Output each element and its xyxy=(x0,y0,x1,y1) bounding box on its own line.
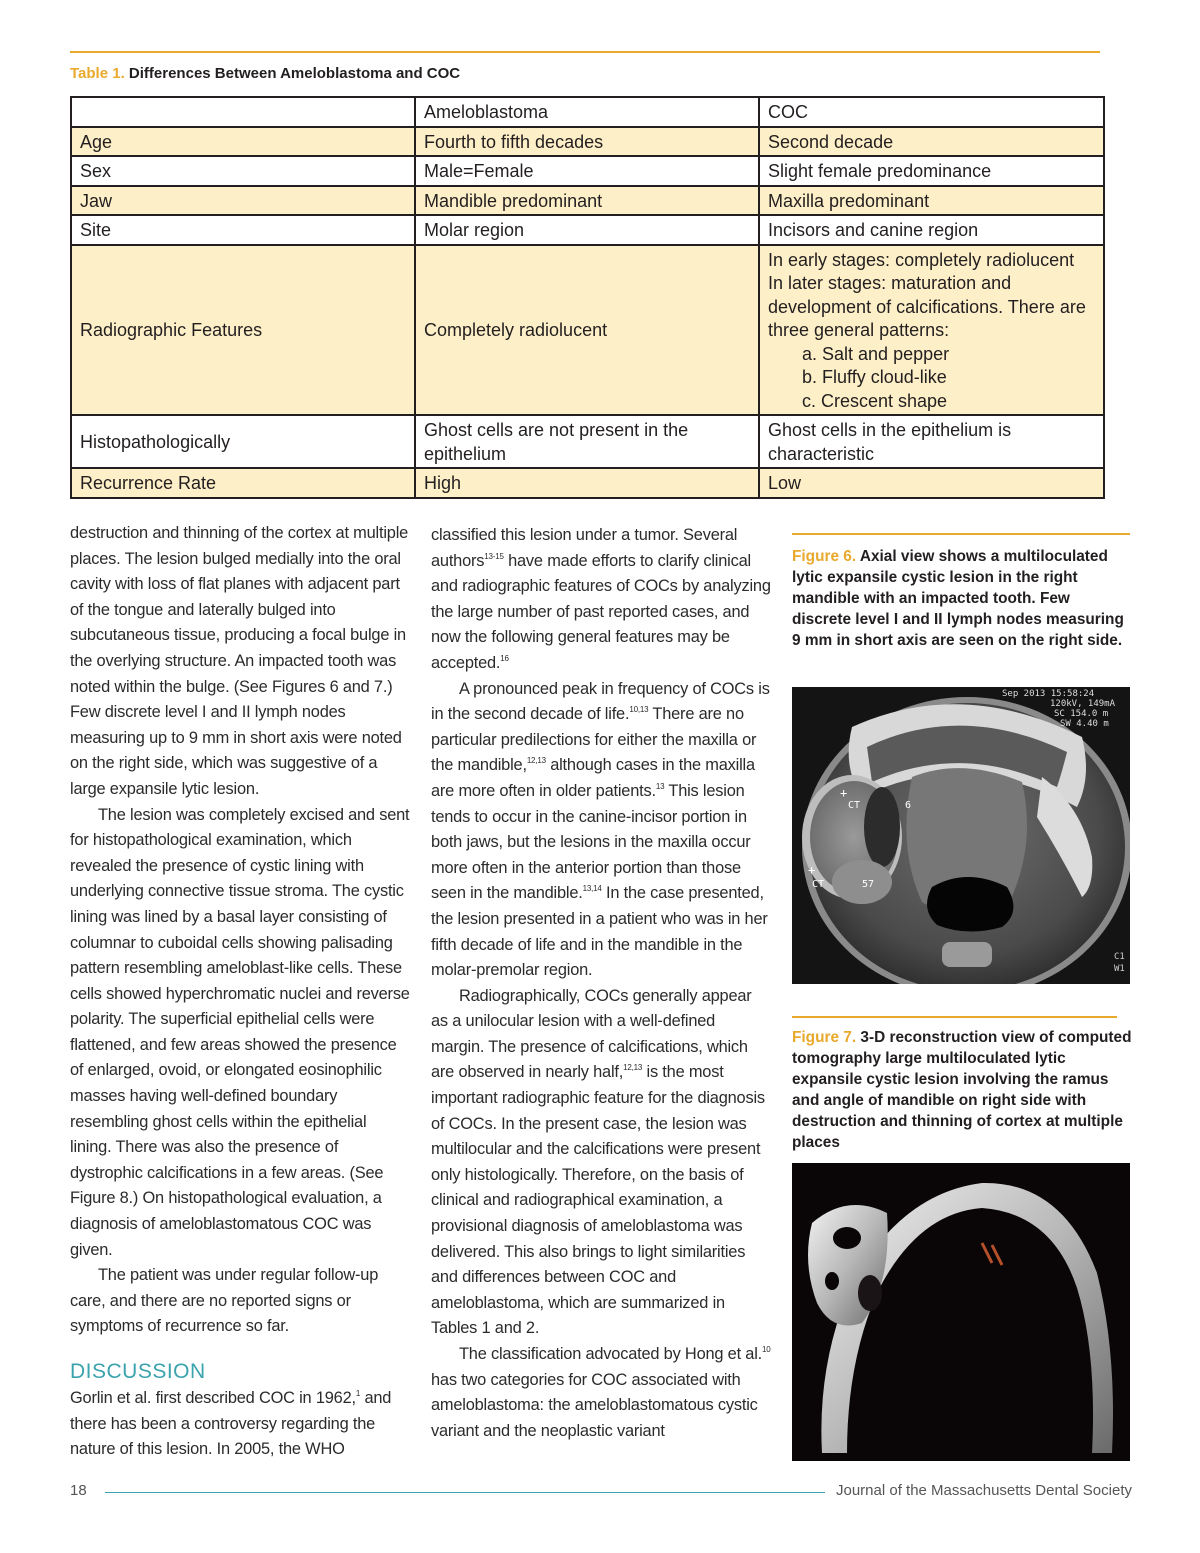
text-run: There are no particular predilections for either the maxilla or the mandible, xyxy=(431,705,757,775)
ct-marker-2-value: 57 xyxy=(862,879,875,890)
citation: 1 xyxy=(355,1389,361,1398)
text-column-1 xyxy=(70,521,410,1463)
text-run: The classification advocated by Hong et al. xyxy=(459,1345,762,1363)
row-feature: Histopathologically xyxy=(71,415,415,468)
header-ameloblastoma: Ameloblastoma xyxy=(415,97,759,127)
citation: 10,13 xyxy=(629,705,649,715)
ct-marker-1: CT xyxy=(848,800,861,811)
airway xyxy=(927,877,1013,932)
row-feature: Age xyxy=(71,127,415,157)
row-ameloblastoma: Molar region xyxy=(415,215,759,245)
row-coc: Maxilla predominant xyxy=(759,186,1104,216)
table-row xyxy=(71,127,1104,157)
ct-overlay-date: Sep 2013 15:58:24 xyxy=(1002,689,1095,699)
row-ameloblastoma: Male=Female xyxy=(415,156,759,186)
citation: 10 xyxy=(762,1345,771,1354)
citation: 13 xyxy=(655,781,665,791)
ct-3d-reconstruction-image xyxy=(792,1163,1130,1461)
figure-7-caption-text: 3-D reconstruction view of computed tomography large multiloculated lytic expansile cystic lesion involving the ramus and angle of mandible on right side with destruction and thinning of cortex at multiple places xyxy=(792,1029,1132,1151)
row-ameloblastoma: High xyxy=(415,468,759,498)
table-row xyxy=(71,215,1104,245)
coc-list-item: c. Crescent shape xyxy=(802,390,948,411)
paragraph xyxy=(431,984,771,1342)
cortex-defect xyxy=(858,1275,882,1311)
figure-7-rule xyxy=(792,1016,1117,1018)
row-ameloblastoma: Completely radiolucent xyxy=(415,245,759,416)
table-caption xyxy=(70,65,460,82)
row-feature: Site xyxy=(71,215,415,245)
ct-overlay-sc: SC 154.0 m xyxy=(1054,709,1109,719)
paragraph: The patient was under regular follow-up care, and there are no reported signs or symptoms of recurrence so far. xyxy=(70,1266,379,1336)
ct-marker-2: CT xyxy=(812,879,825,890)
page-number: 18 xyxy=(70,1482,87,1499)
citation: 13-15 xyxy=(484,551,504,561)
paragraph: The lesion was completely excised and sent for histopathological examination, which revealed the presence of cystic lining with underlying connective tissue stroma. The cystic lining was lined by a basal layer consisting of columnar to cuboidal cells showing palisading pattern resembling ameloblast-like cells. These cells showed hyperchromatic nuclei and reverse polarity. The superficial epithelial cells were flattened, and few areas showed the presence of enlarged, ovoid, or elongated eosinophilic masses having well-defined boundary resembling ghost cells within the epithelial lining. There was also the presence of dystrophic calcifications in a few areas. (See Figure 8.) On histopathological evaluation, a diagnosis of ameloblastomatous COC was given. xyxy=(70,805,410,1259)
text-column-2 xyxy=(431,523,771,1444)
ct-overlay-sw: SW 4.40 m xyxy=(1060,719,1109,729)
figure-6-caption-text: Axial view shows a multiloculated lytic expansile cystic lesion in the right mandible with an impacted tooth. Few discrete level I and II lymph nodes measuring 9 mm in short axis are seen on the right side. xyxy=(792,548,1124,649)
table-row xyxy=(71,415,1104,468)
comparison-table xyxy=(70,96,1105,499)
paragraph: destruction and thinning of the cortex at multiple places. The lesion bulged medially into the oral cavity with loss of flat planes with adjacent part of the tongue and laterally bulged into subcutaneous tissue, producing a focal bulge in the overlying structure. An impacted tooth was noted within the bulge. (See Figures 6 and 7.) Few discrete level I and II lymph nodes measuring up to 9 mm in short axis were noted on the right side, which was suggestive of a large expansile lytic lesion. xyxy=(70,524,409,798)
row-feature: Sex xyxy=(71,156,415,186)
coc-line: In later stages: maturation and development of calcifications. There are three general patterns: xyxy=(768,273,1086,340)
row-feature: Recurrence Rate xyxy=(71,468,415,498)
text-run: although cases in the maxilla are more often in older patients. xyxy=(431,756,755,800)
ct-overlay-kv: 120kV, 149mA xyxy=(1050,699,1116,709)
table-row xyxy=(71,468,1104,498)
row-ameloblastoma: Mandible predominant xyxy=(415,186,759,216)
text-run: has two categories for COC associated with ameloblastoma: the ameloblastomatous cystic variant and the neoplastic variant xyxy=(431,1370,758,1440)
row-feature: Radiographic Features xyxy=(71,245,415,416)
citation: 16 xyxy=(500,653,509,663)
coc-list-item: a. Salt and pepper xyxy=(802,343,950,364)
row-coc xyxy=(759,245,1104,416)
row-coc: Second decade xyxy=(759,127,1104,157)
header-feature xyxy=(71,97,415,127)
citation: 13,14 xyxy=(582,884,602,894)
figure-6-label: Figure 6. xyxy=(792,548,857,565)
text-run: classified this lesion under a tumor. Several authors xyxy=(431,526,738,570)
row-ameloblastoma: Fourth to fifth decades xyxy=(415,127,759,157)
ct-axial-image xyxy=(792,687,1130,984)
cortex-defect xyxy=(833,1227,861,1249)
row-coc: Low xyxy=(759,468,1104,498)
row-coc: Slight female predominance xyxy=(759,156,1104,186)
section-heading-discussion: DISCUSSION xyxy=(70,1360,206,1383)
ct-corner-c: C1 xyxy=(1114,952,1125,962)
figure-7-label: Figure 7. xyxy=(792,1029,857,1046)
paragraph xyxy=(431,523,771,677)
journal-name: Journal of the Massachusetts Dental Society xyxy=(836,1482,1132,1499)
figure-6-rule xyxy=(792,533,1130,535)
impacted-tooth xyxy=(864,787,900,867)
citation: 12,13 xyxy=(526,756,546,766)
table-title: Differences Between Ameloblastoma and COC xyxy=(128,65,461,82)
figure-6-caption xyxy=(792,546,1132,651)
text-run: Gorlin et al. first described COC in 1962, xyxy=(70,1389,356,1407)
paragraph xyxy=(70,1386,410,1463)
cortex-defect xyxy=(825,1272,839,1290)
ct-axial-drawing xyxy=(792,687,1130,984)
figure-7-caption xyxy=(792,1027,1132,1153)
paragraph xyxy=(431,1342,771,1444)
table-row xyxy=(71,156,1104,186)
text-run: In the case presented, the lesion presented in a patient who was in her fifth decade of life and in the mandible in the molar-premolar region. xyxy=(431,884,768,980)
top-rule xyxy=(70,51,1100,53)
row-feature: Jaw xyxy=(71,186,415,216)
header-coc: COC xyxy=(759,97,1104,127)
table-row xyxy=(71,245,1104,416)
text-run: have made efforts to clarify clinical and radiographic features of COCs by analyzing the large number of past reported cases, and now the following general features may be accepted. xyxy=(431,551,771,672)
paragraph xyxy=(431,677,771,984)
text-run: Radiographically, COCs generally appear as a unilocular lesion with a well-defined margin. The presence of calcifications, which are observed in nearly half, xyxy=(431,986,752,1082)
ct-marker-1-value: 6 xyxy=(905,800,912,811)
ct-3d-drawing xyxy=(792,1163,1130,1461)
row-coc: Ghost cells in the epithelium is characteristic xyxy=(759,415,1104,468)
table-row xyxy=(71,186,1104,216)
table-label: Table 1. xyxy=(70,65,125,82)
text-run: This lesion tends to occur in the canine-incisor portion in both jaws, but the lesions in the maxilla occur more often in the anterior portion than those seen in the mandible. xyxy=(431,781,751,903)
coc-line: In early stages: completely radiolucent xyxy=(768,249,1075,270)
ct-plus-marker: + xyxy=(840,786,848,800)
citation: 12,13 xyxy=(623,1063,643,1073)
ct-plus-marker: + xyxy=(808,863,816,877)
vertebra xyxy=(942,942,992,967)
row-coc: Incisors and canine region xyxy=(759,215,1104,245)
table-header-row xyxy=(71,97,1104,127)
text-run: A pronounced peak in frequency of COCs is in the second decade of life. xyxy=(431,679,770,724)
ct-corner-w: W1 xyxy=(1114,964,1125,974)
text-run: and there has been a controversy regarding the nature of this lesion. In 2005, the WHO xyxy=(70,1389,392,1459)
row-ameloblastoma: Ghost cells are not present in the epithelium xyxy=(415,415,759,468)
coc-list-item: b. Fluffy cloud-like xyxy=(802,367,947,387)
footer-rule xyxy=(105,1492,825,1493)
text-run: is the most important radiographic feature for the diagnosis of COCs. In the present case, the lesion was multilocular and the calcifications were present only histologically. Therefore, on the basis of clinical and radiographical examination, a provisional diagnosis of ameloblastoma was delivered. This also brings to light similarities and differences between COC and ameloblastoma, which are summarized in Tables 1 and 2. xyxy=(431,1063,765,1338)
